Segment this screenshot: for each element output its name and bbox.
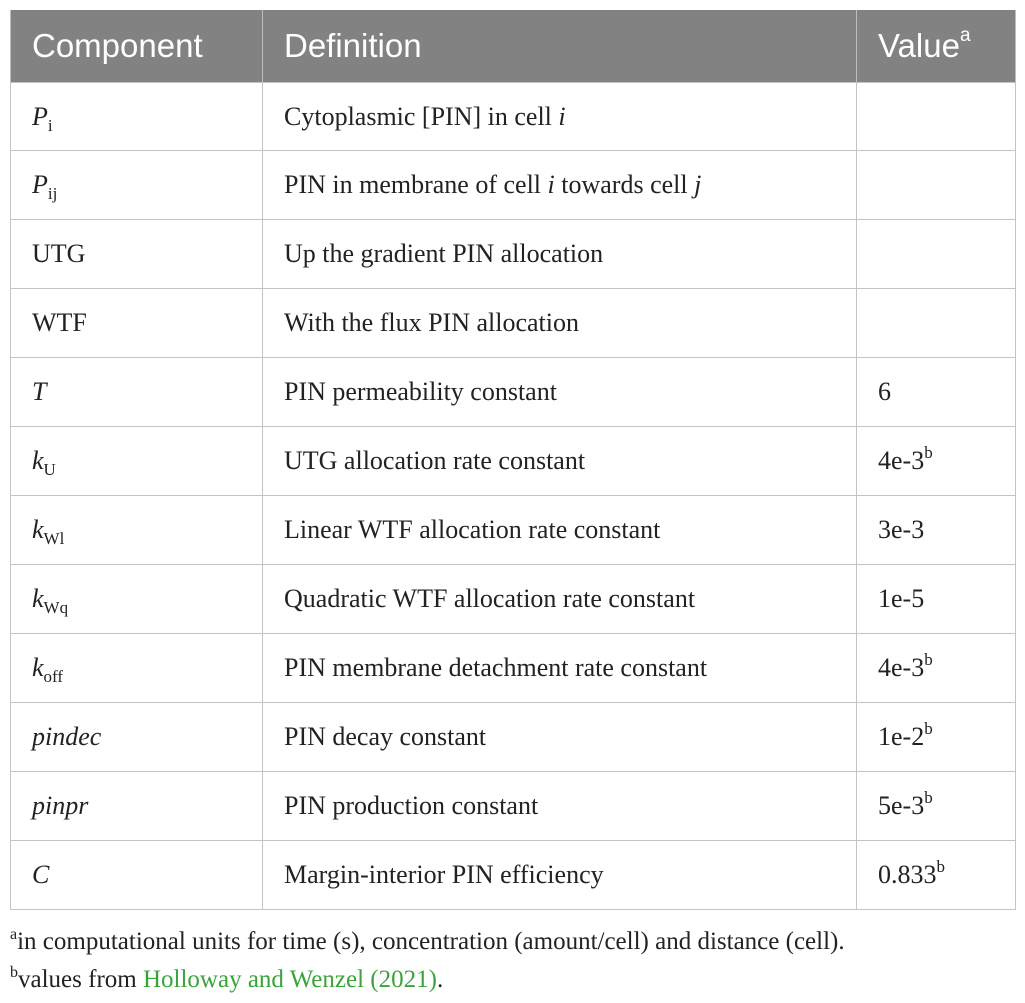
- value-footnote-marker: b: [924, 719, 933, 738]
- cell-value: [857, 289, 1016, 358]
- definition-text: With the flux PIN allocation: [284, 308, 580, 337]
- header-value-footnote-marker: a: [959, 25, 971, 46]
- cell-component: [11, 841, 263, 910]
- table-row: [11, 703, 1016, 772]
- footnote-a-text: in computational units for time (s), concentration (amount/cell) and distance (cell).: [17, 928, 845, 955]
- header-definition-label: Definition: [284, 27, 422, 64]
- component-subscript: Wq: [43, 598, 69, 617]
- value-text: 4e-3: [878, 446, 925, 475]
- component-symbol: P: [32, 101, 48, 131]
- component-symbol: k: [32, 584, 44, 613]
- value-footnote-marker: b: [936, 857, 945, 876]
- definition-text: PIN in membrane of cell: [284, 170, 548, 199]
- component-symbol: k: [32, 446, 44, 475]
- parameter-table: [10, 10, 1016, 910]
- cell-component: [11, 703, 263, 772]
- definition-text: Linear WTF allocation rate constant: [284, 515, 661, 544]
- definition-text: PIN permeability constant: [284, 377, 557, 406]
- value-text: 4e-3: [878, 653, 925, 682]
- citation-link[interactable]: Holloway and Wenzel (2021): [142, 966, 437, 993]
- header-value-label: Value: [878, 27, 960, 64]
- cell-component: [11, 634, 263, 703]
- definition-variable: i: [547, 170, 555, 199]
- definition-text: Up the gradient PIN allocation: [284, 239, 604, 268]
- component-subscript: U: [43, 460, 56, 479]
- component-symbol: T: [32, 377, 47, 406]
- cell-definition: [263, 565, 857, 634]
- header-value: [857, 10, 1016, 83]
- component-symbol: WTF: [32, 308, 87, 337]
- cell-value: [857, 358, 1016, 427]
- table-row: [11, 83, 1016, 151]
- definition-text: PIN production constant: [284, 791, 539, 820]
- definition-text: Cytoplasmic [PIN] in cell: [284, 101, 559, 131]
- footnote-b-prefix: values from: [18, 966, 143, 993]
- table-row: [11, 220, 1016, 289]
- table-row: [11, 289, 1016, 358]
- cell-definition: [263, 496, 857, 565]
- definition-text: PIN membrane detachment rate constant: [284, 653, 708, 682]
- component-subscript: off: [43, 667, 64, 686]
- cell-value: [857, 565, 1016, 634]
- value-footnote-marker: b: [924, 443, 933, 462]
- table-body: [11, 83, 1016, 910]
- cell-component: [11, 83, 263, 151]
- table-row: [11, 496, 1016, 565]
- cell-value: [857, 772, 1016, 841]
- component-symbol: C: [32, 860, 50, 889]
- cell-component: [11, 220, 263, 289]
- cell-definition: [263, 151, 857, 220]
- value-text: 5e-3: [878, 791, 925, 820]
- cell-component: [11, 496, 263, 565]
- footnote-b: [10, 963, 1015, 1001]
- table-row: [11, 427, 1016, 496]
- value-text: 1e-5: [878, 584, 925, 613]
- cell-value: [857, 634, 1016, 703]
- cell-definition: [263, 358, 857, 427]
- table-footnotes: [10, 925, 1015, 1001]
- header-row: [11, 10, 1016, 83]
- cell-component: [11, 565, 263, 634]
- component-symbol: k: [32, 653, 44, 682]
- cell-definition: [263, 703, 857, 772]
- definition-text: UTG allocation rate constant: [284, 446, 586, 475]
- value-text: 3e-3: [878, 515, 925, 544]
- definition-variable: j: [694, 170, 702, 199]
- footnote-b-suffix: .: [436, 966, 444, 993]
- cell-component: [11, 427, 263, 496]
- value-footnote-marker: b: [924, 650, 933, 669]
- cell-component: [11, 358, 263, 427]
- table-row: [11, 358, 1016, 427]
- table-header: [11, 10, 1016, 83]
- cell-value: [857, 841, 1016, 910]
- parameter-table-container: [10, 10, 1015, 910]
- footnote-b-marker: b: [10, 964, 18, 981]
- table-row: [11, 151, 1016, 220]
- component-symbol: pindec: [32, 722, 102, 751]
- table-row: [11, 841, 1016, 910]
- cell-definition: [263, 220, 857, 289]
- cell-value: [857, 83, 1016, 151]
- definition-text: PIN decay constant: [284, 722, 487, 751]
- definition-text: Margin-interior PIN efficiency: [284, 860, 604, 889]
- cell-definition: [263, 772, 857, 841]
- definition-text-cont: towards cell: [554, 170, 695, 199]
- value-footnote-marker: b: [924, 788, 933, 807]
- footnote-a-marker: a: [10, 926, 18, 943]
- cell-component: [11, 151, 263, 220]
- component-symbol: pinpr: [32, 791, 89, 820]
- definition-text: Quadratic WTF allocation rate constant: [284, 584, 696, 613]
- footnote-a: [10, 925, 1015, 963]
- cell-definition: [263, 427, 857, 496]
- cell-component: [11, 772, 263, 841]
- header-definition: [263, 10, 857, 83]
- cell-value: [857, 703, 1016, 772]
- component-symbol: P: [32, 170, 48, 199]
- value-text: 1e-2: [878, 722, 925, 751]
- table-row: [11, 634, 1016, 703]
- header-component-label: Component: [32, 27, 203, 64]
- cell-value: [857, 496, 1016, 565]
- component-symbol: k: [32, 515, 44, 544]
- cell-value: [857, 220, 1016, 289]
- component-symbol: UTG: [32, 239, 86, 268]
- cell-definition: [263, 83, 857, 151]
- value-text: 6: [878, 377, 891, 406]
- table-row: [11, 565, 1016, 634]
- cell-definition: [263, 841, 857, 910]
- cell-component: [11, 289, 263, 358]
- component-subscript: ij: [47, 184, 58, 203]
- table-row: [11, 772, 1016, 841]
- cell-definition: [263, 289, 857, 358]
- cell-definition: [263, 634, 857, 703]
- header-component: [11, 10, 263, 83]
- cell-value: [857, 151, 1016, 220]
- component-subscript: i: [47, 115, 53, 135]
- component-subscript: Wl: [43, 529, 65, 548]
- value-text: 0.833: [878, 860, 937, 889]
- cell-value: [857, 427, 1016, 496]
- definition-variable: i: [558, 101, 566, 131]
